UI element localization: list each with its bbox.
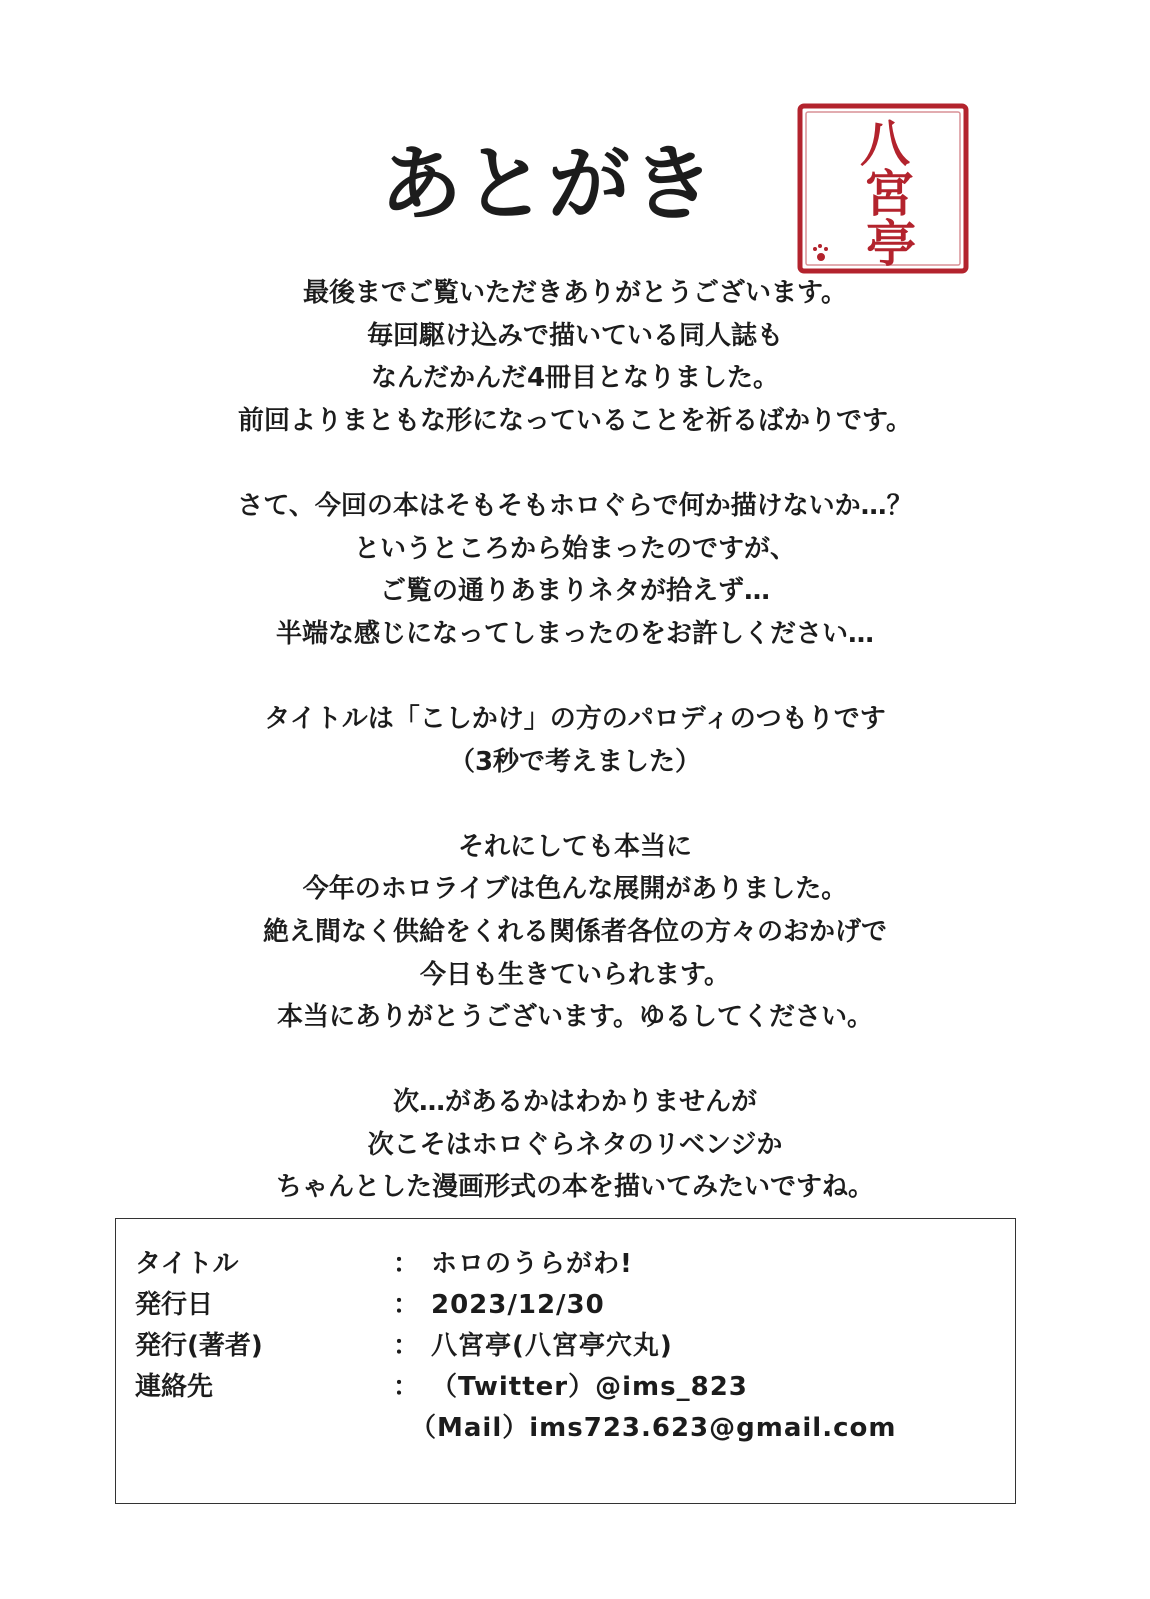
colophon-value: ホロのうらがわ! bbox=[431, 1249, 633, 1279]
text-line: さて、今回の本はそもそもホロぐらで何か描けないか…？ bbox=[237, 490, 913, 521]
page-title: あとがき bbox=[380, 137, 717, 232]
text-line: 絶え間なく供給をくれる関係者各位の方々のおかげで bbox=[262, 916, 887, 947]
paragraph-gap bbox=[0, 1039, 1150, 1082]
colophon-label: タイトル bbox=[135, 1249, 239, 1279]
contact-mail[interactable]: （Mail）ims723.623@gmail.com bbox=[410, 1413, 897, 1443]
afterword-text bbox=[0, 272, 1150, 1209]
text-line: ちゃんとした漫画形式の本を描いてみたいですね。 bbox=[275, 1172, 874, 1203]
colophon-label: 発行(著者) bbox=[135, 1331, 263, 1361]
text-line: 半端な感じになってしまったのをお許しください… bbox=[275, 618, 874, 649]
seal-stamp bbox=[797, 103, 969, 274]
paragraph bbox=[0, 272, 1150, 442]
colophon-box bbox=[115, 1218, 1016, 1504]
colophon-separator: ： bbox=[393, 1249, 420, 1279]
text-line: なんだかんだ4冊目となりました。 bbox=[370, 363, 780, 394]
text-line: タイトルは「こしかけ」の方のパロディのつもりです bbox=[264, 703, 886, 734]
text-line: 今年のホロライブは色んな展開がありました。 bbox=[302, 874, 848, 905]
text-line: 次こそはホロぐらネタのリベンジか bbox=[367, 1129, 783, 1160]
paragraph-gap bbox=[0, 442, 1150, 485]
paragraph bbox=[0, 1081, 1150, 1209]
text-line: 毎回駆け込みで描いている同人誌も bbox=[366, 320, 783, 351]
colophon-value: 2023/12/30 bbox=[431, 1290, 605, 1320]
seal-char: 八 bbox=[860, 114, 910, 173]
text-line: 前回よりまともな形になっていることを祈るばかりです。 bbox=[238, 405, 912, 436]
colophon-separator: ： bbox=[393, 1290, 420, 1320]
paragraph-gap bbox=[0, 655, 1150, 698]
text-line: 次…があるかはわかりませんが bbox=[392, 1087, 757, 1118]
text-line: 今日も生きていられます。 bbox=[420, 959, 730, 990]
paragraph bbox=[0, 698, 1150, 783]
seal-char: 亭 bbox=[866, 214, 916, 273]
paragraph bbox=[0, 485, 1150, 655]
contact-twitter[interactable]: （Twitter）@ims_823 bbox=[431, 1372, 748, 1402]
text-line: それにしても本当に bbox=[457, 831, 692, 862]
colophon-label: 発行日 bbox=[135, 1290, 214, 1320]
seal-char: 宮 bbox=[864, 164, 914, 223]
paw-print-icon bbox=[813, 244, 828, 261]
text-line: 本当にありがとうございます。ゆるしてください。 bbox=[277, 1002, 873, 1033]
colophon-separator: ： bbox=[393, 1372, 420, 1402]
colophon-label: 連絡先 bbox=[135, 1372, 214, 1402]
colophon-value: 八宮亭(八宮亭穴丸) bbox=[431, 1331, 673, 1361]
text-line: というところから始まったのですが、 bbox=[353, 533, 796, 564]
paragraph bbox=[0, 826, 1150, 1039]
colophon-separator: ： bbox=[393, 1331, 420, 1361]
paragraph-gap bbox=[0, 783, 1150, 826]
text-line: ご覧の通りあまりネタが拾えず… bbox=[379, 576, 770, 607]
text-line: 最後までご覧いただきありがとうございます。 bbox=[303, 278, 847, 308]
text-line: （3秒で考えました） bbox=[448, 746, 702, 777]
